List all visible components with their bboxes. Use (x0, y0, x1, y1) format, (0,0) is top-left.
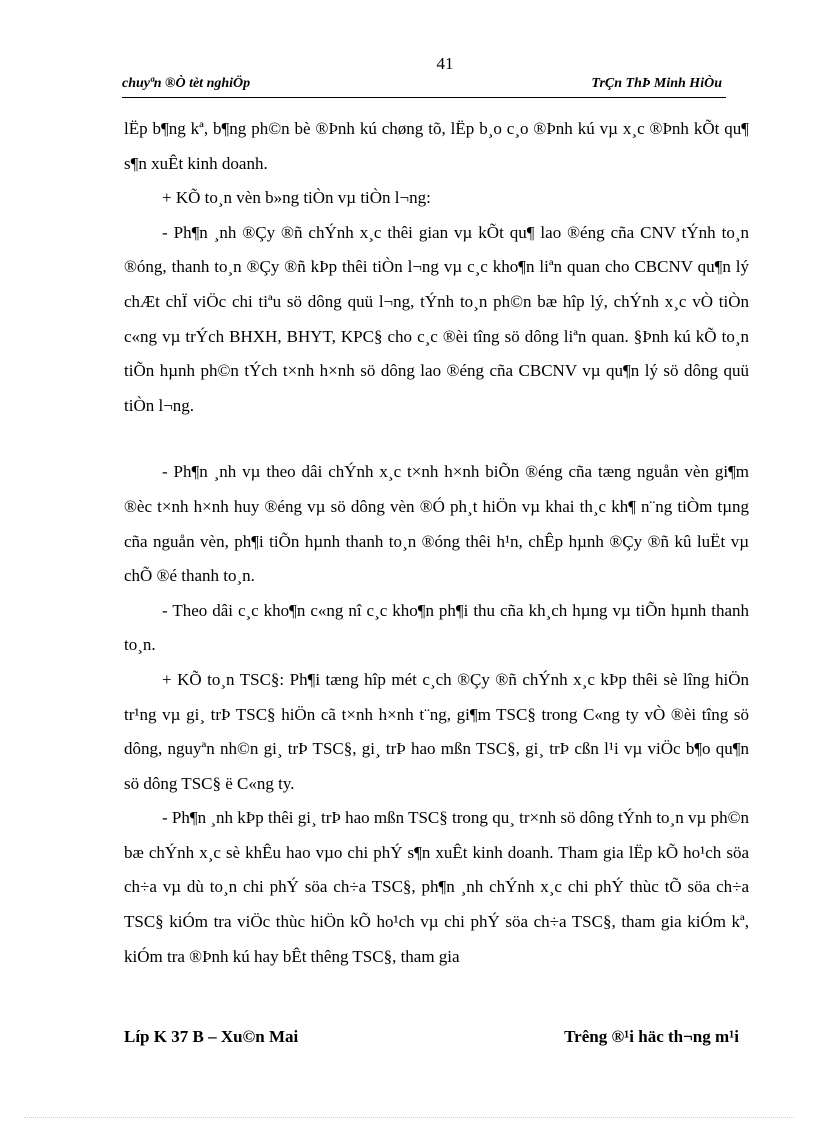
footer-school-name: Trêng ®¹i häc th¬ng m¹i (564, 1027, 739, 1046)
header-author-name: TrÇn ThÞ Minh HiÒu (591, 76, 722, 91)
paragraph: - Ph¶n ¸nh ®Çy ®ñ chÝnh x¸c thêi gian vµ kÕt qu¶ lao ®éng cña CNV tÝnh to¸n ®óng, thanh to¸n ®Çy ®ñ kÞp thêi tiÒn l¬ng vµ c¸c kho¶n liªn quan cho CBCNV qu¶n lý chÆt chÏ viÖc chi tiªu sö dông quü l¬ng, tÝnh to¸n ph©n bæ hîp lý, chÝnh x¸c vÒ tiÒn c«ng vµ trÝch BHXH, BHYT, KPC§ cho c¸c ®èi tîng sö dông liªn quan. §Þnh kú kÕ to¸n tiÕn hµnh ph©n tÝch t×nh h×nh sö dông lao ®éng cña CBCNV vµ qu¶n lý sö dông quü tiÒn l¬ng. (124, 222, 749, 415)
header-divider (122, 97, 726, 98)
paragraph: + KÕ to¸n TSC§: Ph¶i tæng hîp mét c¸ch ®Çy ®ñ chÝnh x¸c kÞp thêi sè lîng hiÖn tr¹ng vµ gi¸ trÞ TSC§ hiÖn cã t×nh h×nh t¨ng, gi¶m TSC§ trong C«ng ty vÒ ®èi tîng sö dông, nguyªn nh©n gi¸ trÞ TSC§, gi¸ trÞ hao mßn TSC§, gi¸ trÞ cßn l¹i vµ viÖc b¶o qu¶n sö dông TSC§ ë C«ng ty. (124, 669, 749, 793)
page-header (122, 76, 722, 96)
page-footer (124, 1027, 739, 1051)
paragraph: - Theo dâi c¸c kho¶n c«ng nî c¸c kho¶n ph¶i thu cña kh¸ch hµng vµ tiÕn hµnh thanh to¸n. (124, 600, 749, 655)
page-bottom-divider (24, 1117, 794, 1118)
footer-class-name: Líp K 37 B – Xu©n Mai (124, 1027, 299, 1046)
page-number: 41 (436, 54, 454, 73)
body-text (124, 112, 749, 974)
header-document-title: chuyªn ®Ò tèt nghiÖp (122, 76, 251, 91)
paragraph: - Ph¶n ¸nh vµ theo dâi chÝnh x¸c t×nh h×nh biÕn ®éng cña tæng nguån vèn gi¶m ®èc t×nh h×nh huy ®éng vµ sö dông vèn ®Ó ph¸t hiÖn vµ khai th¸c kh¶ n¨ng tiÒm tµng cña nguån vèn, ph¶i tiÕn hµnh thanh to¸n ®óng thêi h¹n, chÊp hµnh ®Çy ®ñ kû luËt vµ chÕ ®é thanh to¸n. (124, 462, 749, 586)
paragraph: lËp b¶ng kª, b¶ng ph©n bè ®Þnh kú chøng tõ, lËp b¸o c¸o ®Þnh kú vµ x¸c ®Þnh kÕt qu¶ s¶n xuÊt kinh doanh. (124, 119, 749, 173)
paragraph: + KÕ to¸n vèn b»ng tiÒn vµ tiÒn l¬ng: (162, 188, 431, 208)
paragraph: - Ph¶n ¸nh kÞp thêi gi¸ trÞ hao mßn TSC§ trong qu¸ tr×nh sö dông tÝnh to¸n vµ ph©n bæ chÝnh x¸c sè khÊu hao vµo chi phÝ s¶n xuÊt kinh doanh. Tham gia lËp kÕ ho¹ch söa ch÷a vµ dù to¸n chi phÝ söa ch÷a TSC§, ph¶n ¸nh chÝnh x¸c chi phÝ thùc tÕ söa ch÷a TSC§ kiÓm tra viÖc thùc hiÖn kÕ ho¹ch vµ chi phÝ söa ch÷a TSC§, tham gia kiÓm kª, kiÓm tra ®Þnh kú hay bÊt thêng TSC§, tham gia (124, 808, 749, 966)
